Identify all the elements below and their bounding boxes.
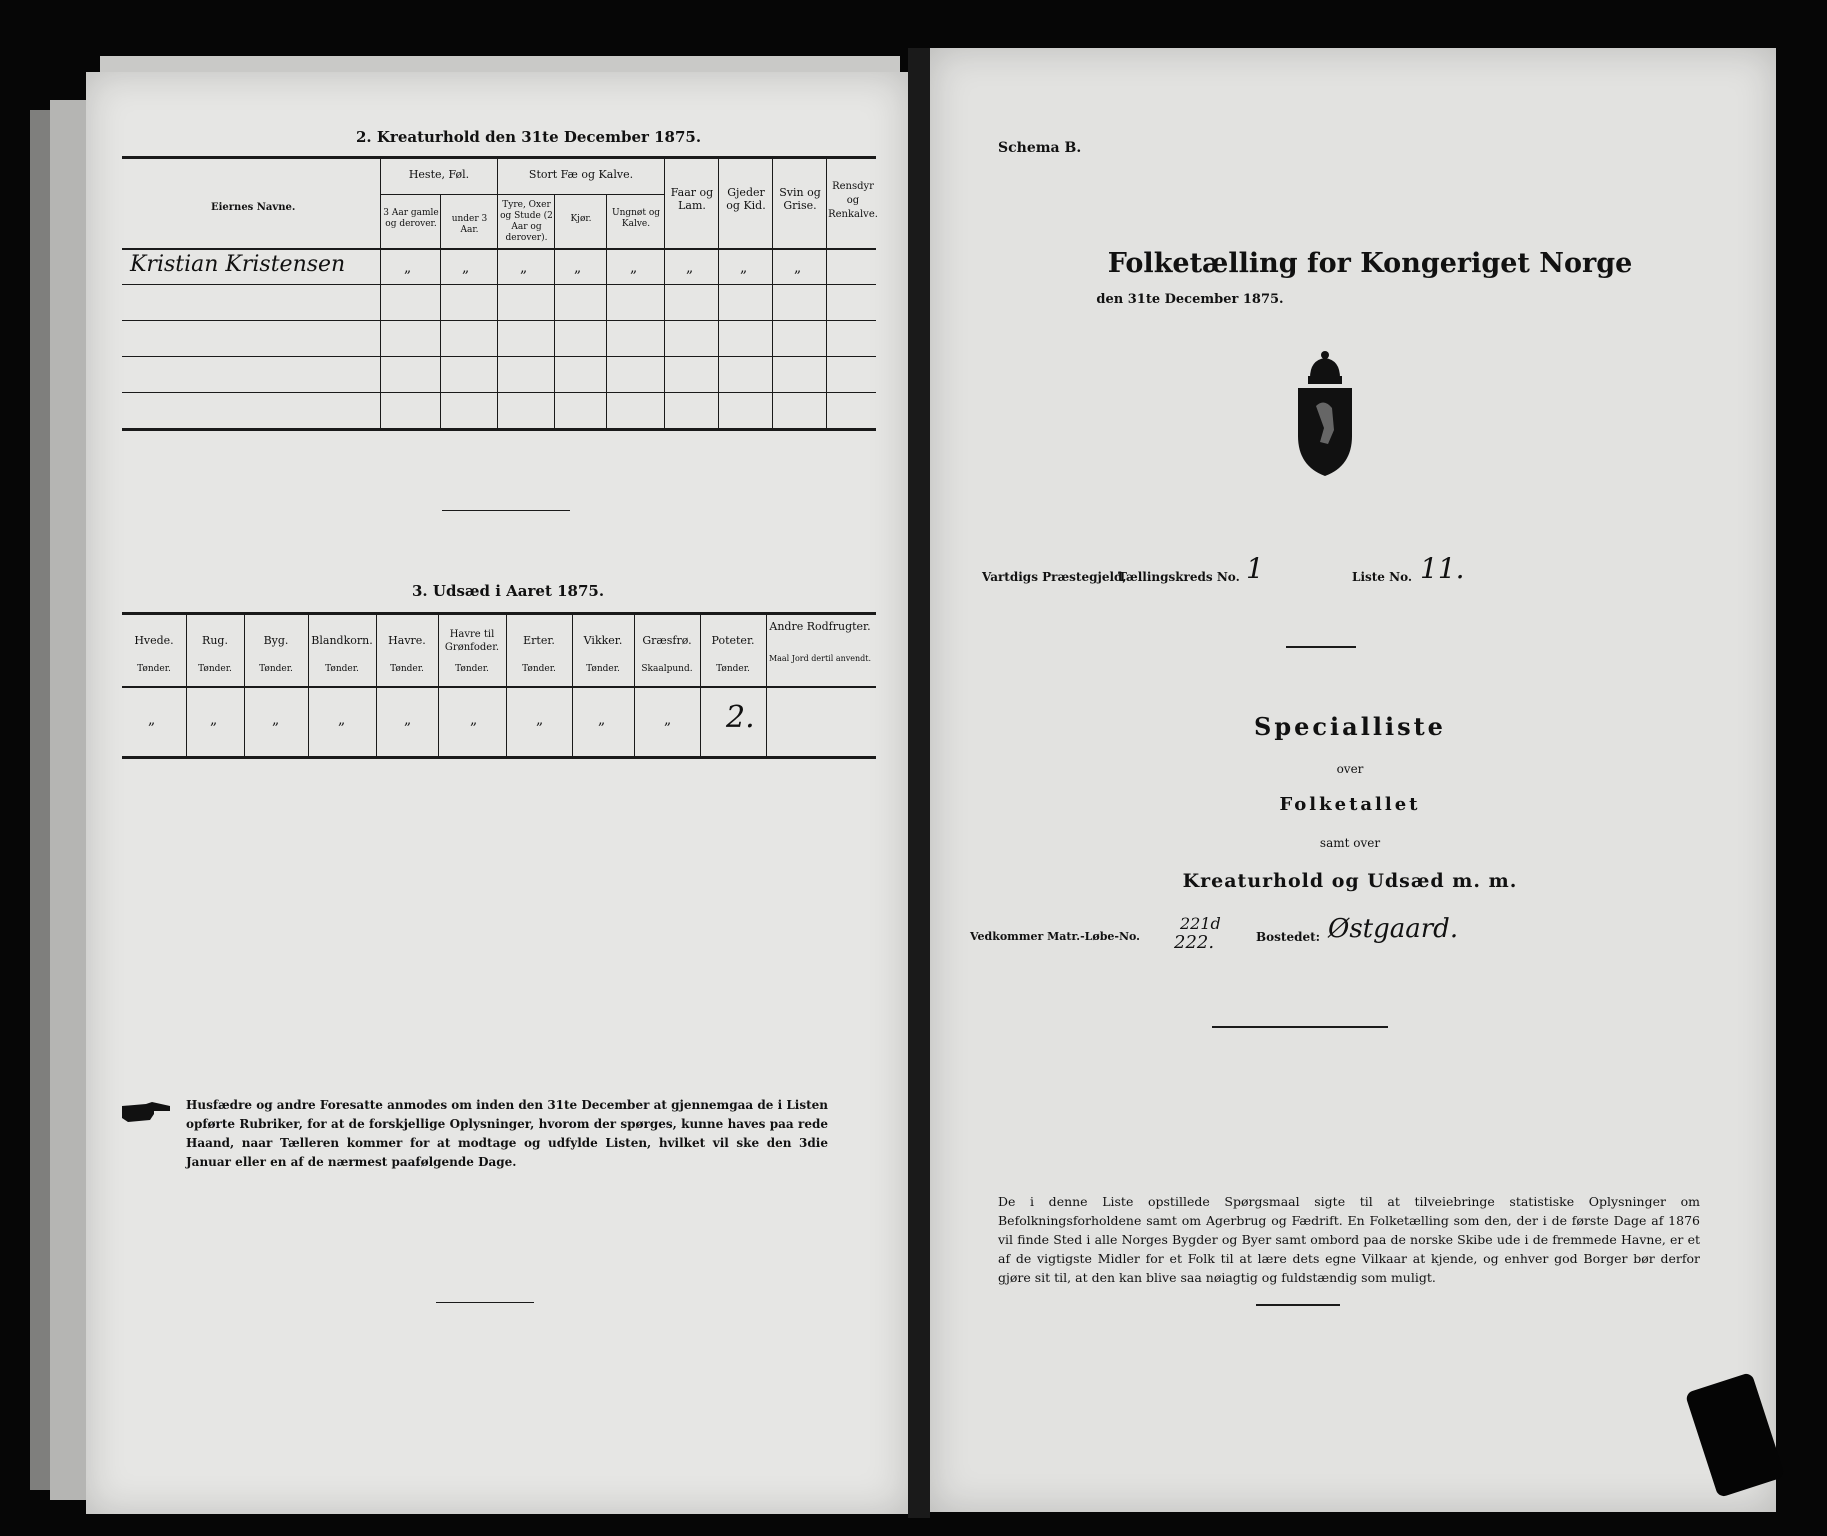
section-divider bbox=[442, 510, 570, 511]
page-fold bbox=[908, 48, 930, 1518]
livestock-cell: „ bbox=[630, 260, 638, 276]
coat-of-arms-icon bbox=[1288, 348, 1362, 478]
header-cattle-cows: Kjør. bbox=[570, 214, 592, 224]
right-page bbox=[930, 48, 1776, 1512]
livestock-col-rule bbox=[826, 156, 827, 428]
bottom-divider bbox=[436, 1302, 534, 1303]
left-page bbox=[86, 72, 908, 1514]
seed-header-name: Byg. bbox=[263, 634, 289, 647]
seed-header-name: Rug. bbox=[202, 634, 228, 647]
seed-header-unit: Skaalpund. bbox=[641, 664, 693, 674]
header-horses-young: under 3 Aar. bbox=[451, 214, 488, 235]
bosted-value: Østgaard. bbox=[1328, 914, 1459, 944]
livestock-cell: „ bbox=[404, 260, 412, 276]
livestock-cell: „ bbox=[462, 260, 470, 276]
seed-header-name: Blandkorn. bbox=[311, 634, 373, 647]
livestock-owner-cell: Kristian Kristensen bbox=[130, 252, 346, 277]
livestock-row-rule bbox=[122, 392, 876, 393]
seed-cell: „ bbox=[338, 712, 346, 728]
seed-header-name: Poteter. bbox=[711, 634, 755, 647]
livestock-cell: „ bbox=[686, 260, 694, 276]
seed-bottom-rule bbox=[122, 756, 876, 759]
seed-header-name: Vikker. bbox=[583, 634, 623, 647]
seed-top-rule bbox=[122, 612, 876, 615]
livestock-col-rule bbox=[718, 156, 719, 428]
livestock-col-rule bbox=[380, 156, 381, 428]
seed-cell: „ bbox=[664, 712, 672, 728]
header-horses-old: 3 Aar gamle og derover. bbox=[383, 208, 439, 229]
census-title: Folketælling for Kongeriget Norge bbox=[1107, 248, 1633, 279]
livestock-row-rule bbox=[122, 284, 876, 285]
livestock-col-rule bbox=[554, 194, 555, 428]
seed-header-unit: Tønder. bbox=[325, 664, 359, 674]
footer-divider bbox=[1256, 1304, 1340, 1306]
livestock-top-rule bbox=[122, 156, 876, 159]
livestock-seed-heading: Kreaturhold og Udsæd m. m. bbox=[1182, 870, 1518, 892]
livestock-row-rule bbox=[122, 356, 876, 357]
livestock-row-rule bbox=[122, 320, 876, 321]
seed-header-name: Andre Rodfrugter. bbox=[769, 620, 871, 633]
seed-title: 3. Udsæd i Aaret 1875. bbox=[412, 582, 605, 600]
seed-header-name: Græsfrø. bbox=[642, 634, 692, 647]
over-text: over bbox=[1336, 762, 1364, 776]
seed-header-name: Havre til Grønfoder. bbox=[444, 629, 500, 653]
list-value: 11. bbox=[1420, 552, 1465, 585]
folketallet-heading: Folketallet bbox=[1279, 794, 1421, 815]
livestock-col-rule bbox=[497, 156, 498, 428]
schema-label: Schema B. bbox=[998, 140, 1082, 156]
livestock-cell: „ bbox=[574, 260, 582, 276]
livestock-col-rule bbox=[440, 194, 441, 428]
seed-cell: „ bbox=[210, 712, 218, 728]
header-horses: Heste, Føl. bbox=[408, 168, 470, 181]
header-cattle-bulls: Tyre, Oxer og Stude (2 Aar og derover). bbox=[500, 200, 553, 243]
seed-header-unit: Tønder. bbox=[390, 664, 424, 674]
seed-cell: „ bbox=[148, 712, 156, 728]
header-owner: Eiernes Navne. bbox=[211, 202, 296, 213]
seed-header-unit: Tønder. bbox=[259, 664, 293, 674]
district-label: Tællingskreds No. bbox=[1118, 570, 1240, 584]
district-value: 1 bbox=[1246, 552, 1264, 585]
livestock-col-rule bbox=[606, 194, 607, 428]
livestock-cell: „ bbox=[794, 260, 802, 276]
header-pigs: Svin og Grise. bbox=[779, 186, 821, 212]
seed-header-name: Havre. bbox=[388, 634, 426, 647]
header-cattle: Stort Fæ og Kalve. bbox=[528, 168, 634, 181]
signature-divider bbox=[1212, 1026, 1388, 1028]
matr-label: Vedkommer Matr.-Løbe-No. bbox=[970, 930, 1140, 943]
matr-value-1: 221d bbox=[1180, 914, 1221, 933]
livestock-header-rule bbox=[122, 248, 876, 250]
parish-label: Vartdigs Præstegjeld, bbox=[982, 570, 1127, 584]
seed-header-rule bbox=[122, 686, 876, 688]
seed-header-name: Hvede. bbox=[134, 634, 174, 647]
livestock-title: 2. Kreaturhold den 31te December 1875. bbox=[356, 128, 702, 146]
list-label: Liste No. bbox=[1352, 570, 1413, 584]
seed-cell: „ bbox=[536, 712, 544, 728]
seed-cell: „ bbox=[404, 712, 412, 728]
seed-header-unit: Maal Jord dertil anvendt. bbox=[768, 654, 872, 663]
seed-cell-potatoes: 2. bbox=[726, 700, 755, 735]
seed-header-unit: Tønder. bbox=[137, 664, 171, 674]
seed-header-unit: Tønder. bbox=[716, 664, 750, 674]
livestock-col-rule bbox=[772, 156, 773, 428]
header-cattle-young: Ungnøt og Kalve. bbox=[611, 208, 660, 229]
matr-value-2: 222. bbox=[1174, 932, 1215, 953]
header-reindeer: Rensdyr og Renkalve. bbox=[828, 181, 878, 220]
bosted-label: Bostedet: bbox=[1256, 930, 1321, 944]
page-edge-strip bbox=[50, 100, 86, 1500]
pointing-hand-icon bbox=[120, 1100, 174, 1124]
samt-over-text: samt over bbox=[1319, 836, 1381, 850]
seed-cell: „ bbox=[470, 712, 478, 728]
census-date: den 31te December 1875. bbox=[1096, 292, 1284, 307]
header-goats: Gjeder og Kid. bbox=[726, 186, 766, 212]
livestock-bottom-rule bbox=[122, 428, 876, 431]
closing-paragraph: De i denne Liste opstillede Spørgsmaal sigte til at tilveiebringe statistiske Oplysninger om Befolkningsforholdene samt om Agerbrug og Fædrift. En Folketælling som den, der i de første Dage af 1876 vil finde Sted i alle Norges Bygder og Byer samt ombord paa de norske Skibe ude i de fremmede Havne, er et af de vigtigste Midler for et Folk til at lære dets egne Vilkaar at kjende, og enhver god Borger bør derfor gjøre sit til, at den kan blive saa nøiagtig og fuldstændig som muligt. bbox=[998, 1194, 1700, 1285]
title-divider bbox=[1286, 646, 1356, 648]
seed-header-name: Erter. bbox=[523, 634, 555, 647]
livestock-cell: „ bbox=[740, 260, 748, 276]
seed-cell: „ bbox=[272, 712, 280, 728]
seed-header-unit: Tønder. bbox=[455, 664, 489, 674]
special-list-heading: Specialliste bbox=[1254, 712, 1446, 741]
seed-header-unit: Tønder. bbox=[522, 664, 556, 674]
livestock-cell: „ bbox=[520, 260, 528, 276]
notice-text: Husfædre og andre Foresatte anmodes om inden den 31te December at gjennemgaa de i Listen opførte Rubriker, for at de forskjellige Oplysninger, hvorom der spørges, kunne haves paa rede Haand, naar Tælleren kommer for at modtage og udfylde Listen, hvilket vil ske den 3die Januar eller en af de nærmest paafølgende Dage. bbox=[186, 1098, 828, 1169]
header-sheep: Faar og Lam. bbox=[670, 186, 714, 212]
seed-col-rule bbox=[766, 612, 767, 756]
livestock-col-rule bbox=[664, 156, 665, 428]
seed-header-unit: Tønder. bbox=[198, 664, 232, 674]
seed-header-unit: Tønder. bbox=[586, 664, 620, 674]
seed-cell: „ bbox=[598, 712, 606, 728]
livestock-subhead-rule bbox=[380, 194, 664, 195]
